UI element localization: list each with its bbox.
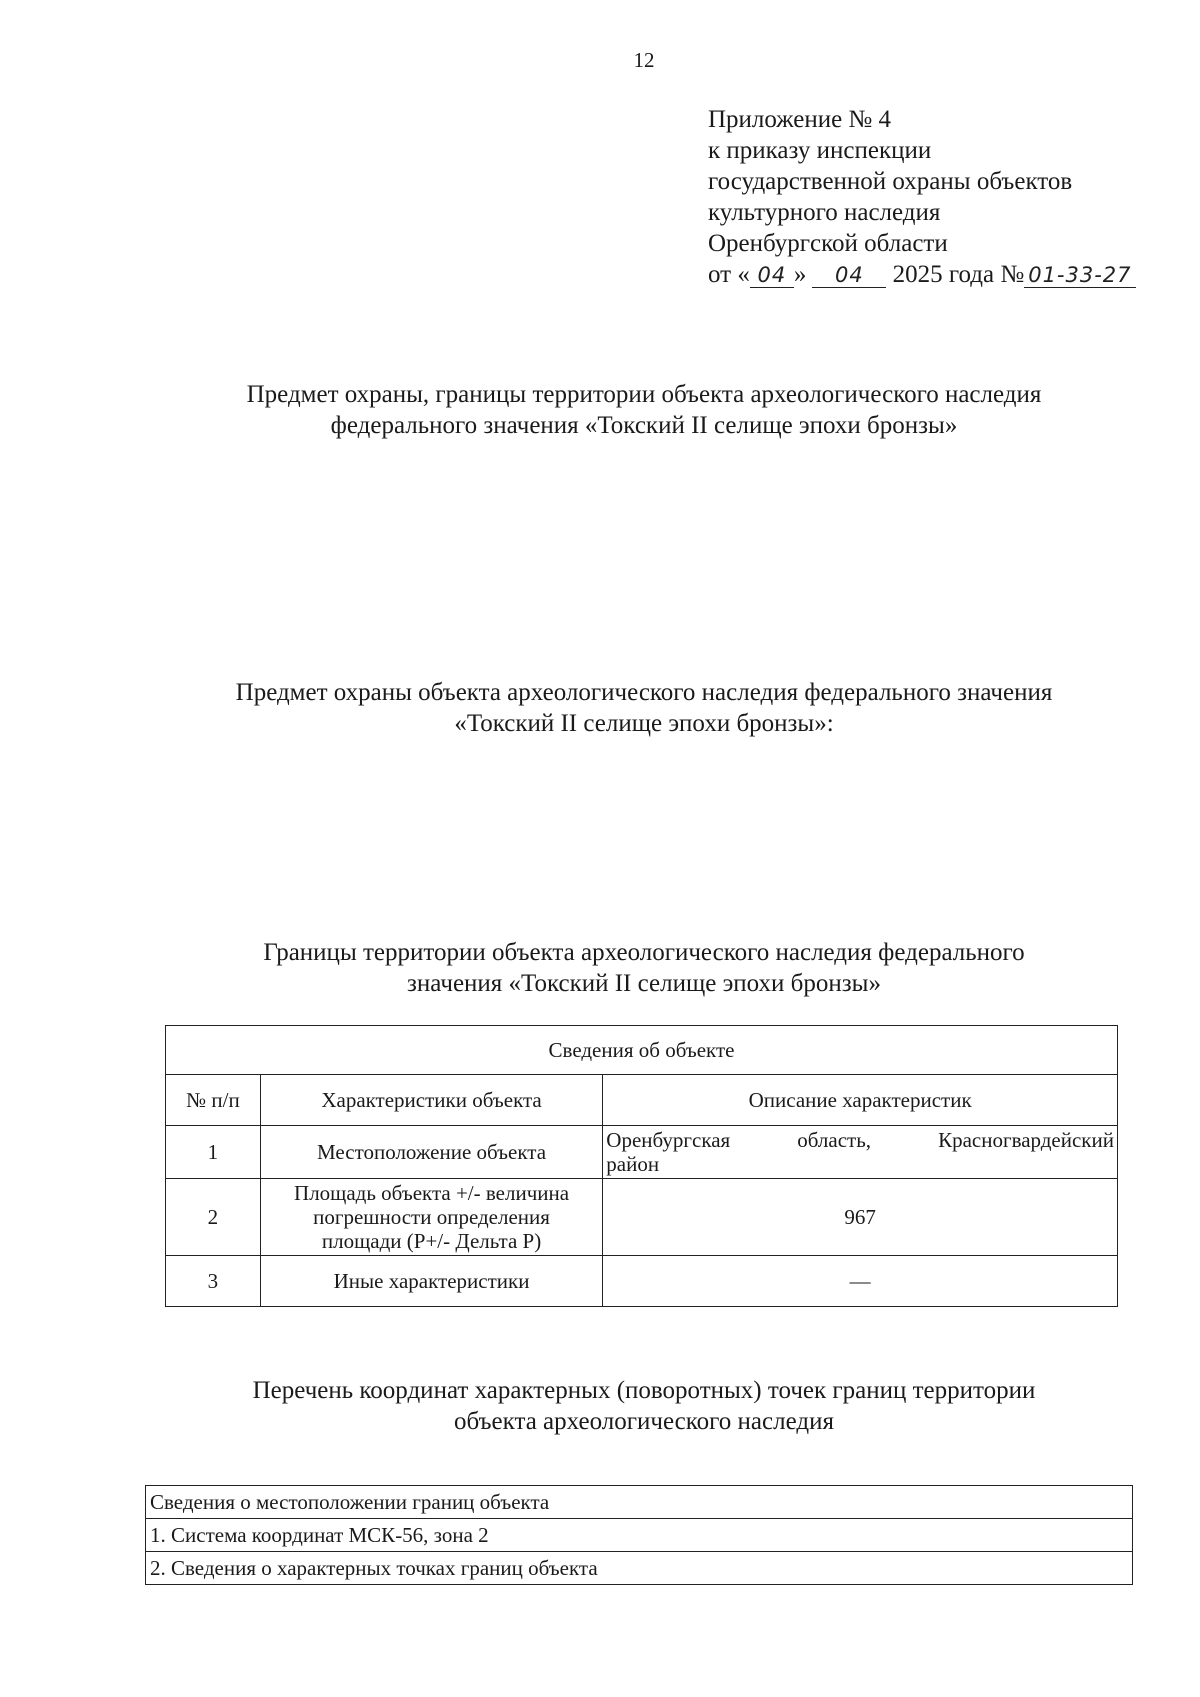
row-number: 1 [166,1126,261,1179]
characteristic-line: Площадь объекта +/- величина [294,1181,570,1205]
table-caption: Сведения об объекте [166,1026,1118,1075]
coordinates-title [0,1375,1200,1437]
main-title-line: федерального значения «Токский II селище эпохи бронзы» [330,412,958,439]
date-year: 2025 года № [892,261,1025,288]
description-word: Красногвардейский [938,1128,1114,1152]
borders-title [0,937,1200,999]
coordinates-title-line: Перечень координат характерных (поворотных) точек границ территории [252,1377,1036,1404]
coordinates-title-line: объекта археологического наследия [454,1408,834,1435]
appendix-line: культурного наследия [708,199,941,226]
row-characteristic: Местоположение объекта [260,1126,602,1179]
main-title [0,379,1200,441]
description-word: Оренбургская [606,1128,731,1152]
appendix-line: государственной охраны объектов [708,168,1073,195]
boundary-info-cell: 1. Система координат МСК-56, зона 2 [146,1519,1133,1552]
date-month: 04 [812,263,886,288]
date-mid: » [793,261,807,288]
order-number: 01-33-27 [1024,263,1136,288]
protection-subject-title-line: Предмет охраны объекта археологического наследия федерального значения [235,679,1053,706]
appendix-line: Оренбургской области [708,230,948,257]
table-row [166,1179,1118,1256]
table-row [146,1552,1133,1585]
column-header-number: № п/п [166,1075,261,1126]
column-header-characteristic: Характеристики объекта [260,1075,602,1126]
page-number: 12 [633,48,655,72]
row-number: 2 [166,1179,261,1256]
row-characteristic: Иные характеристики [260,1256,602,1307]
appendix-block [708,104,1136,290]
appendix-line: к приказу инспекции [708,137,932,164]
row-characteristic [260,1179,602,1256]
boundary-info-cell: Сведения о местоположении границ объекта [146,1486,1133,1519]
row-description: — [603,1256,1118,1307]
characteristic-line: площади (Р+/- Дельта Р) [321,1229,542,1253]
table-row [146,1519,1133,1552]
table-row [166,1256,1118,1307]
date-day: 04 [750,263,794,288]
row-number: 3 [166,1256,261,1307]
main-title-line: Предмет охраны, границы территории объекта археологического наследия [246,381,1042,408]
table-header-row [166,1075,1118,1126]
protection-subject-title-line: «Токский II селище эпохи бронзы»: [454,710,834,737]
row-description [603,1126,1118,1179]
characteristic-line: погрешности определения [313,1205,550,1229]
table-row [166,1126,1118,1179]
table-row [146,1486,1133,1519]
table-caption-row [166,1026,1118,1075]
date-prefix: от « [708,261,750,288]
appendix-line: Приложение № 4 [708,106,892,133]
row-description: 967 [603,1179,1118,1256]
description-line: район [606,1152,660,1176]
boundary-info-table [145,1485,1133,1585]
borders-title-line: значения «Токский II селище эпохи бронзы» [407,970,881,997]
object-info-table [165,1025,1118,1307]
description-word: область, [797,1128,872,1152]
boundary-info-cell: 2. Сведения о характерных точках границ объекта [146,1552,1133,1585]
protection-subject-title [0,677,1200,739]
column-header-description: Описание характеристик [603,1075,1118,1126]
borders-title-line: Границы территории объекта археологического наследия федерального [263,939,1025,966]
order-date-line [708,259,1136,290]
